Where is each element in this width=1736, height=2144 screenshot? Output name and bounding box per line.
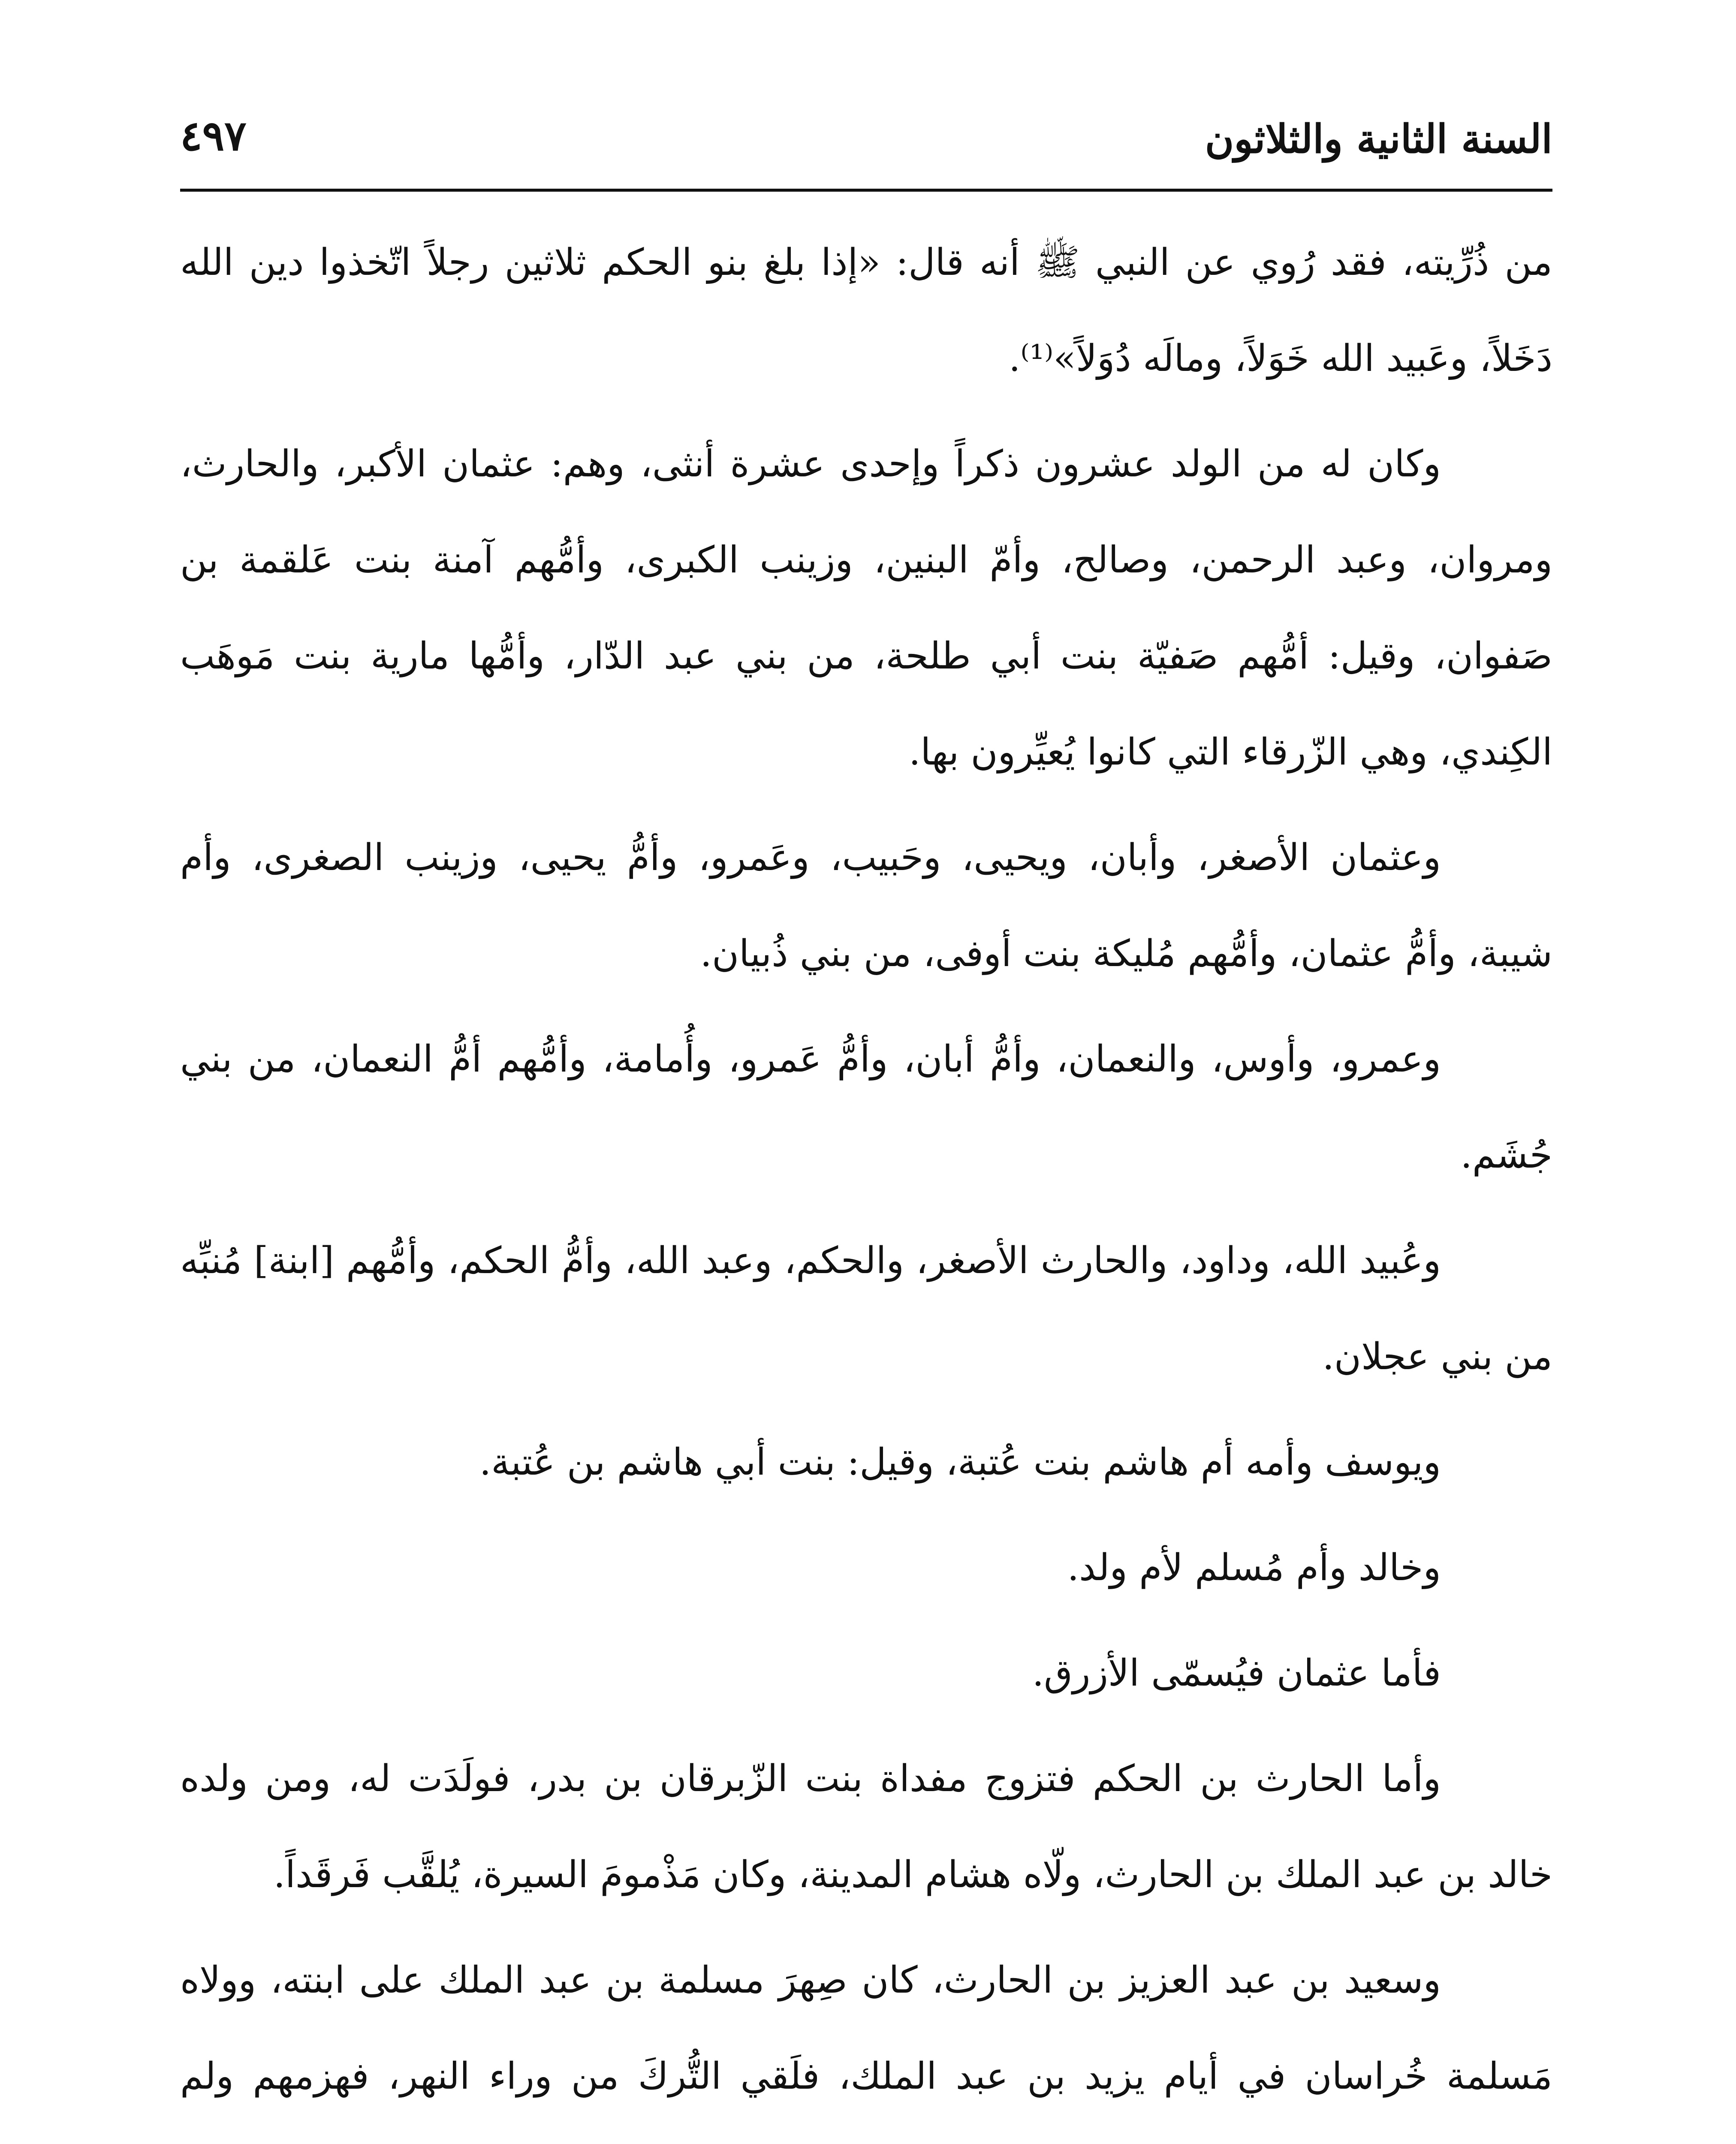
paragraph-1: من ذُرِّيته، فقد رُوي عن النبي ﷺ أنه قال: «إذا بلغ بنو الحكم ثلاثين رجلاً اتّخذوا دين الله دَخَلاً، وعَبيد الله خَوَلاً، ومالَه دُوَلاً»⁽¹⁾. — [180, 241, 1552, 380]
paragraph-2: وكان له من الولد عشرون ذكراً وإحدى عشرة أنثى، وهم: عثمان الأكبر، والحارث، ومروان، وعبد الرحمن، وصالح، وأمّ البنين، وزينب الكبرى، وأمُّهم آمنة بنت عَلقمة بن صَفوان، وقيل: أمُّهم صَفيّة بنت أبي طلحة، من بني عبد الدّار، وأمُّها مارية بنت مَوهَب الكِندي، وهي الزّرقاء التي كانوا يُعيِّرون بها. — [180, 443, 1552, 774]
page-number: ٤٩٧ — [180, 111, 247, 160]
header-divider — [180, 189, 1552, 192]
paragraph-9: وأما الحارث بن الحكم فتزوج مفداة بنت الزّبرقان بن بدر، فولَدَت له، ومن ولده خالد بن عبد الملك بن الحارث، ولّاه هشام المدينة، وكان مَذْمومَ السيرة، يُلقَّب فَرقَداً. — [180, 1757, 1552, 1896]
paragraph-7: وخالد وأم مُسلم لأم ولد. — [1067, 1546, 1441, 1589]
paragraph-5: وعُبيد الله، وداود، والحارث الأصغر، والحكم، وعبد الله، وأمُّ الحكم، وأمُّهم [ابنة] مُنبِّه من بني عجلان. — [180, 1239, 1552, 1378]
paragraph-3: وعثمان الأصغر، وأبان، ويحيى، وحَبيب، وعَمرو، وأمُّ يحيى، وزينب الصغرى، وأم شيبة، وأمُّ عثمان، وأمُّهم مُليكة بنت أوفى، من بني ذُبيان. — [180, 836, 1552, 975]
page-header — [180, 99, 1552, 172]
running-title: السنة الثانية والثلاثون — [1205, 116, 1552, 162]
paragraph-6: ويوسف وأمه أم هاشم بنت عُتبة، وقيل: بنت أبي هاشم بن عُتبة. — [479, 1441, 1441, 1484]
paragraph-4: وعمرو، وأوس، والنعمان، وأمُّ أبان، وأمُّ عَمرو، وأُمامة، وأمُّهم أمُّ النعمان، من بني جُشَم. — [180, 1038, 1552, 1177]
paragraph-10: وسعيد بن عبد العزيز بن الحارث، كان صِهرَ مسلمة بن عبد الملك على ابنته، وولاه مَسلمة خُراسان في أيام يزيد بن عبد الملك، فلَقي التُّركَ من وراء النهر، فهزمهم ولم — [180, 1959, 1552, 2098]
main-text — [180, 214, 1552, 2144]
paragraph-8: فأما عثمان فيُسمّى الأزرق. — [1032, 1652, 1441, 1695]
